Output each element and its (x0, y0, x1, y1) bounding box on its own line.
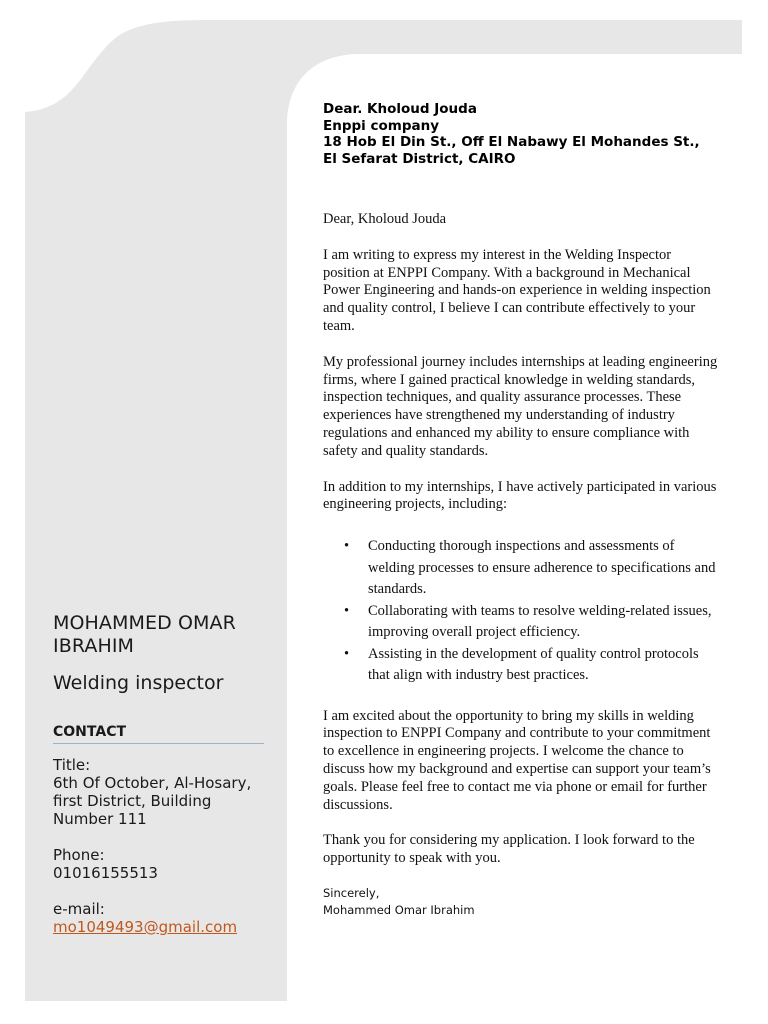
paragraph-3: In addition to my internships, I have actively participated in various engineering projects, including: (323, 478, 717, 513)
paragraph-5: Thank you for considering my application. I look forward to the opportunity to speak with you. (323, 832, 695, 867)
contact-heading: CONTACT (53, 724, 264, 744)
paragraph-2: My professional journey includes internships at leading engineering firms, where I gained practical knowledge in welding standards, inspection techniques, and quality assurance processes. These experiences have strengthened my understanding of industry regulations and enhanced my ability to ensure compliance with safety and quality standards. (323, 353, 718, 459)
paragraph-1: I am writing to express my interest in the Welding Inspector position at ENPPI Company. With a background in Mechanical Power Engineering and hands-on experience in welding inspection and quality control, I believe I can contribute effectively to your team. (323, 246, 711, 334)
recipient-company: Enppi company (323, 117, 440, 134)
contact-details (53, 756, 268, 936)
sender-sidebar (53, 612, 268, 936)
bullet-list (323, 536, 718, 687)
signature-block (323, 885, 718, 919)
sender-name: MOHAMMED OMAR IBRAHIM (53, 612, 236, 657)
recipient-name: Dear. Kholoud Jouda (323, 101, 477, 117)
phone-label: Phone: (53, 846, 105, 864)
email-link[interactable]: mo1049493@gmail.com (53, 918, 238, 936)
sender-address: 6th Of October, Al-Hosary, first District, Building Number 111 (53, 774, 252, 828)
sender-role: Welding inspector (53, 672, 224, 694)
recipient-district: El Sefarat District, CAIRO (323, 150, 516, 167)
recipient-block (323, 101, 718, 167)
list-item: • Assisting in the development of quality control protocols that align with industry best practices. (344, 645, 699, 684)
paragraph-4: I am excited about the opportunity to bring my skills in welding inspection to ENPPI Company and contribute to your commitment to excellence in engineering projects. I welcome the chance to discuss how my background and expertise can support your team’s goals. Please feel free to contact me via phone or email for further discussions. (323, 707, 711, 813)
list-item: • Conducting thorough inspections and assessments of welding processes to ensure adherence to specifications and standards. (344, 538, 716, 598)
title-label: Title: (53, 756, 91, 774)
salutation: Dear, Kholoud Jouda (323, 211, 447, 227)
list-item: • Collaborating with teams to resolve welding-related issues, improving overall project efficiency. (344, 602, 712, 641)
email-label: e-mail: (53, 900, 105, 918)
sender-phone: 01016155513 (53, 864, 158, 882)
letter-body (323, 101, 718, 919)
signature-name: Mohammed Omar Ibrahim (323, 903, 475, 918)
recipient-street: 18 Hob El Din St., Off El Nabawy El Mohandes St., (323, 134, 700, 150)
closing: Sincerely, (323, 886, 380, 901)
